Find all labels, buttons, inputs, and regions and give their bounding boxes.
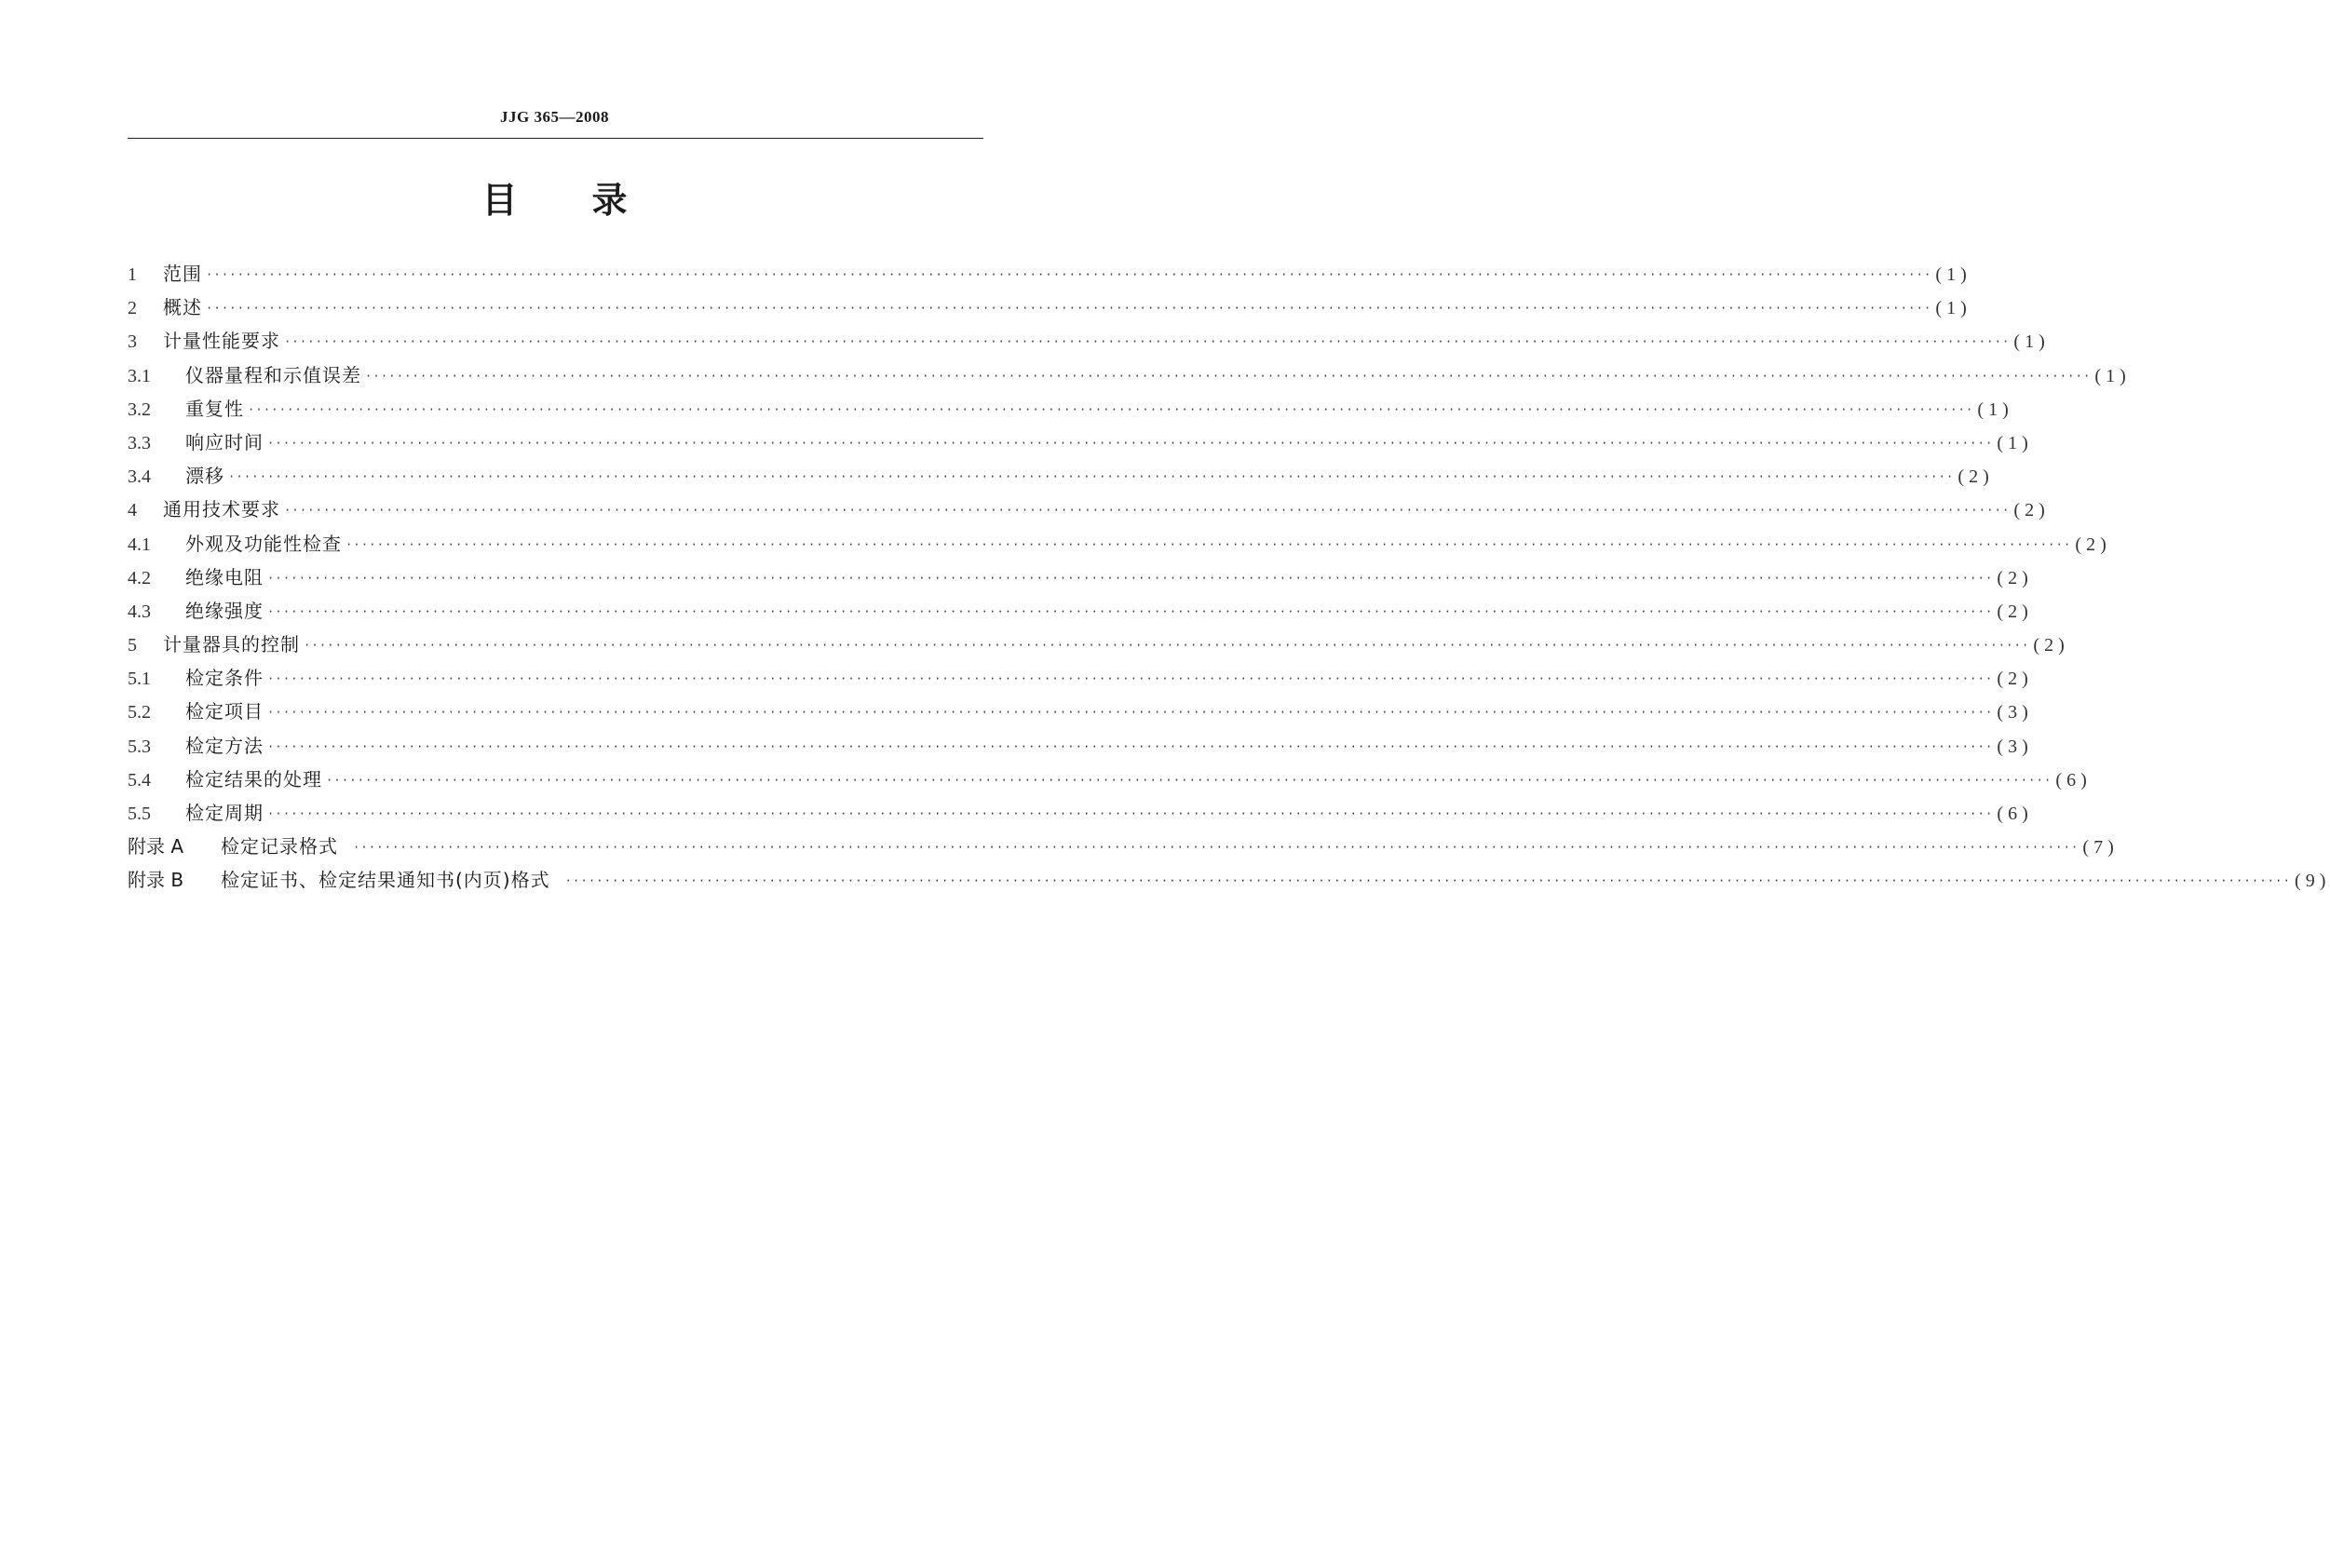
toc-entry-label: 检定结果的处理 <box>185 767 322 791</box>
toc-entry-label: 检定记录格式 <box>221 835 338 858</box>
toc-entry-appendix-a[interactable] <box>128 832 2119 866</box>
toc-entry-page: (1) <box>1935 264 1971 285</box>
toc-entry-label: 计量性能要求 <box>163 330 280 353</box>
toc-entry-5-5[interactable] <box>128 799 2033 832</box>
toc-entry-number: 附录 B <box>128 869 184 892</box>
toc-entry-page: (9) <box>2295 871 2330 892</box>
toc-entry-page: (1) <box>2094 365 2131 386</box>
toc-entry-label: 通用技术要求 <box>163 498 280 521</box>
toc-entry-4-1[interactable] <box>128 530 2111 563</box>
toc-leader-dots: ···························································································································································································································· <box>326 773 2052 787</box>
toc-leader-dots: ···························································································································································································································· <box>267 672 1994 686</box>
toc-entry-label: 检定条件 <box>185 667 264 690</box>
toc-entry-number: 5.2 <box>128 702 151 723</box>
toc-entry-number: 5.1 <box>128 669 151 690</box>
toc-entry-page: (2) <box>2033 635 2069 656</box>
toc-entry-number: 4 <box>128 500 137 521</box>
toc-leader-dots: ···························································································································································································································· <box>206 268 1932 281</box>
toc-leader-dots: ···························································································································································································································· <box>206 302 1932 316</box>
toc-entry-label: 检定方法 <box>185 734 264 757</box>
toc-leader-dots: ···························································································································································································································· <box>267 706 1994 720</box>
toc-entry-number: 1 <box>128 264 137 285</box>
toc-entry-4-2[interactable] <box>128 563 2033 597</box>
toc-entry-2[interactable] <box>128 293 1971 327</box>
toc-leader-dots: ···························································································································································································································· <box>304 639 2030 653</box>
toc-entry-label: 检定周期 <box>185 802 264 824</box>
toc-entry-page: (3) <box>1997 702 2033 723</box>
toc-entry-number: 5.5 <box>128 804 151 824</box>
toc-entry-page: (1) <box>1997 432 2033 453</box>
toc-entry-label: 仪器量程和示值误差 <box>185 363 361 386</box>
toc-entry-page: (6) <box>2055 769 2092 791</box>
toc-leader-dots: ···························································································································································································································· <box>267 604 1994 618</box>
toc-entry-number: 4.1 <box>128 534 151 555</box>
toc-entry-number: 3.1 <box>128 365 151 386</box>
toc-entry-number: 3 <box>128 331 137 353</box>
toc-entry-5-1[interactable] <box>128 664 2033 697</box>
toc-entry-number: 5 <box>128 635 137 656</box>
toc-leader-dots: ···························································································································································································································· <box>345 537 2072 551</box>
toc-entry-3-1[interactable] <box>128 361 2131 395</box>
toc-leader-dots: ···························································································································································································································· <box>267 807 1994 820</box>
toc-entry-page: (2) <box>1997 669 2033 690</box>
toc-entry-page: (7) <box>2082 837 2119 858</box>
toc-leader-dots: ···························································································································································································································· <box>248 402 1974 416</box>
toc-entry-5-2[interactable] <box>128 697 2033 731</box>
toc-entry-number: 3.2 <box>128 399 151 420</box>
toc-leader-dots: ···························································································································································································································· <box>365 369 2092 383</box>
toc-entry-page: (6) <box>1997 804 2033 824</box>
toc-leader-dots: ···························································································································································································································· <box>228 470 1955 484</box>
toc-entry-label: 重复性 <box>185 397 244 420</box>
toc-entry-4-3[interactable] <box>128 597 2033 630</box>
toc-leader-dots: ···························································································································································································································· <box>284 335 2011 349</box>
toc-entry-label: 绝缘强度 <box>185 599 264 622</box>
toc-entry-page: (3) <box>1997 736 2033 757</box>
toc-list <box>128 260 2330 900</box>
toc-leader-dots: ···························································································································································································································· <box>564 874 2292 888</box>
toc-entry-number: 5.4 <box>128 769 151 791</box>
toc-entry-number: 2 <box>128 298 137 319</box>
toc-entry-label: 漂移 <box>185 465 224 488</box>
toc-entry-3-2[interactable] <box>128 395 2013 428</box>
toc-entry-label: 范围 <box>163 263 202 285</box>
toc-entry-3-4[interactable] <box>128 462 1994 495</box>
toc-entry-page: (2) <box>2013 500 2050 521</box>
toc-entry-number: 4.2 <box>128 567 151 588</box>
document-code-header: JJG 365—2008 <box>500 108 609 126</box>
toc-entry-3[interactable] <box>128 327 2050 360</box>
toc-entry-5[interactable] <box>128 630 2069 664</box>
toc-entry-number: 附录 A <box>128 835 184 858</box>
toc-entry-page: (2) <box>1997 601 2033 622</box>
toc-entry-label: 响应时间 <box>185 430 264 453</box>
toc-leader-dots: ···························································································································································································································· <box>267 739 1994 753</box>
toc-entry-5-3[interactable] <box>128 732 2033 765</box>
toc-entry-page: (1) <box>2013 331 2050 353</box>
toc-entry-number: 3.4 <box>128 466 151 488</box>
toc-entry-5-4[interactable] <box>128 765 2092 799</box>
toc-entry-label: 外观及功能性检查 <box>185 532 342 555</box>
toc-entry-number: 3.3 <box>128 432 151 453</box>
toc-entry-appendix-b[interactable] <box>128 866 2330 899</box>
toc-title <box>0 180 1109 221</box>
toc-entry-label: 绝缘电阻 <box>185 565 264 588</box>
toc-entry-label: 检定项目 <box>185 700 264 723</box>
toc-entry-page: (1) <box>1977 399 2013 420</box>
toc-entry-page: (2) <box>1957 466 1994 488</box>
toc-leader-dots: ···························································································································································································································· <box>267 436 1994 450</box>
toc-entry-3-3[interactable] <box>128 428 2033 462</box>
toc-leader-dots: ···························································································································································································································· <box>267 571 1994 585</box>
toc-title-char: 录 <box>591 180 628 221</box>
toc-leader-dots: ···························································································································································································································· <box>284 504 2011 518</box>
toc-entry-label: 概述 <box>163 296 202 319</box>
toc-entry-label: 检定证书、检定结果通知书(内页)格式 <box>221 869 550 892</box>
toc-entry-4[interactable] <box>128 495 2050 529</box>
header-divider <box>128 138 983 139</box>
toc-title-char: 目 <box>481 180 518 221</box>
toc-leader-dots: ···························································································································································································································· <box>353 841 2079 855</box>
toc-entry-number: 5.3 <box>128 736 151 757</box>
toc-entry-page: (2) <box>2075 534 2111 555</box>
toc-entry-number: 4.3 <box>128 601 151 622</box>
toc-entry-page: (1) <box>1935 298 1971 319</box>
toc-entry-page: (2) <box>1997 567 2033 588</box>
toc-entry-label: 计量器具的控制 <box>163 633 300 656</box>
toc-entry-1[interactable] <box>128 260 1971 293</box>
